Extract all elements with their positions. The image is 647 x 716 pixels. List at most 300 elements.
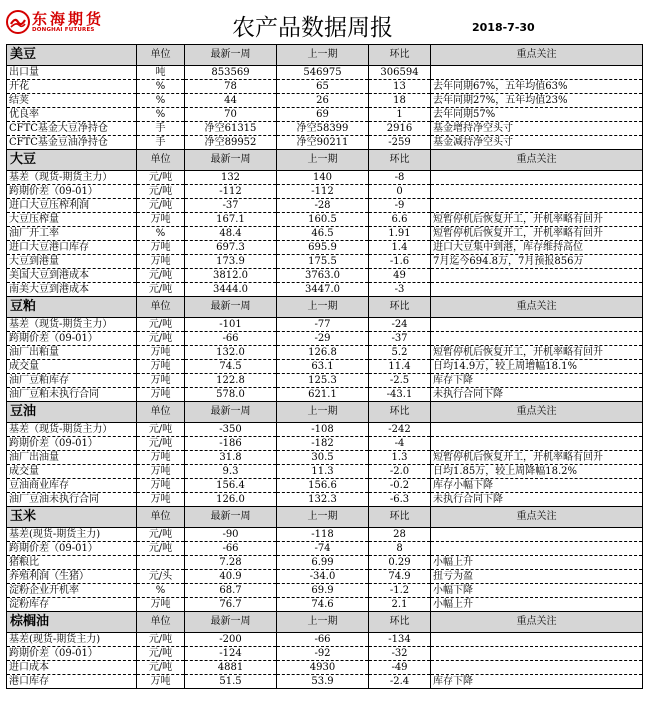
section-title: 美豆 bbox=[7, 45, 137, 66]
latest-week-cell: 9.3 bbox=[185, 465, 277, 479]
change-cell: -4 bbox=[369, 437, 431, 451]
previous-period-cell: -28 bbox=[277, 199, 369, 213]
change-cell: 5.2 bbox=[369, 346, 431, 360]
row-label: 大豆压榨量 bbox=[7, 213, 137, 227]
table-row bbox=[7, 633, 643, 647]
change-cell: -134 bbox=[369, 633, 431, 647]
row-label: 淀粉企业开机率 bbox=[7, 584, 137, 598]
unit-cell: 元/吨 bbox=[137, 269, 185, 283]
previous-period-cell: -77 bbox=[277, 318, 369, 332]
column-header: 单位 bbox=[137, 507, 185, 528]
table-row bbox=[7, 374, 643, 388]
previous-period-cell: 69 bbox=[277, 108, 369, 122]
latest-week-cell: 51.5 bbox=[185, 675, 277, 689]
previous-period-cell: 46.5 bbox=[277, 227, 369, 241]
note-cell: 未执行合同下降 bbox=[431, 388, 643, 402]
note-cell bbox=[431, 199, 643, 213]
change-cell: -1.2 bbox=[369, 584, 431, 598]
note-cell: 基金增持净空头寸 bbox=[431, 122, 643, 136]
unit-cell: % bbox=[137, 108, 185, 122]
table-row bbox=[7, 283, 643, 297]
column-header: 上一期 bbox=[277, 612, 369, 633]
latest-week-cell: 44 bbox=[185, 94, 277, 108]
unit-cell: 万吨 bbox=[137, 465, 185, 479]
row-label: 油厂开工率 bbox=[7, 227, 137, 241]
note-cell bbox=[431, 318, 643, 332]
latest-week-cell: 3444.0 bbox=[185, 283, 277, 297]
row-label: 大豆到港量 bbox=[7, 255, 137, 269]
column-header: 环比 bbox=[369, 150, 431, 171]
latest-week-cell: 156.4 bbox=[185, 479, 277, 493]
row-label: 基差(现货-期货主力) bbox=[7, 528, 137, 542]
unit-cell: 元/吨 bbox=[137, 661, 185, 675]
row-label: 南美大豆到港成本 bbox=[7, 283, 137, 297]
latest-week-cell: 132 bbox=[185, 171, 277, 185]
note-cell: 小幅上升 bbox=[431, 598, 643, 612]
note-cell bbox=[431, 633, 643, 647]
column-header: 单位 bbox=[137, 150, 185, 171]
row-label: 进口大豆压榨利润 bbox=[7, 199, 137, 213]
unit-cell: 元/吨 bbox=[137, 332, 185, 346]
column-header: 上一期 bbox=[277, 507, 369, 528]
column-header: 单位 bbox=[137, 297, 185, 318]
row-label: 成交量 bbox=[7, 465, 137, 479]
unit-cell bbox=[137, 556, 185, 570]
column-header: 上一期 bbox=[277, 45, 369, 66]
section-header-row bbox=[7, 612, 643, 633]
change-cell: -2.5 bbox=[369, 374, 431, 388]
latest-week-cell: 132.0 bbox=[185, 346, 277, 360]
latest-week-cell: 3812.0 bbox=[185, 269, 277, 283]
change-cell: 0 bbox=[369, 185, 431, 199]
row-label: 跨期价差（09-01） bbox=[7, 647, 137, 661]
note-cell bbox=[431, 269, 643, 283]
unit-cell: 万吨 bbox=[137, 598, 185, 612]
section-header-row bbox=[7, 45, 643, 66]
table-row bbox=[7, 451, 643, 465]
previous-period-cell: -108 bbox=[277, 423, 369, 437]
note-cell: 去年同期27%，五年均值23% bbox=[431, 94, 643, 108]
latest-week-cell: 173.9 bbox=[185, 255, 277, 269]
row-label: 油厂豆粕未执行合同 bbox=[7, 388, 137, 402]
table-row bbox=[7, 199, 643, 213]
latest-week-cell: 70 bbox=[185, 108, 277, 122]
table-row bbox=[7, 269, 643, 283]
change-cell: -242 bbox=[369, 423, 431, 437]
previous-period-cell: 140 bbox=[277, 171, 369, 185]
unit-cell: 万吨 bbox=[137, 360, 185, 374]
unit-cell: 元/吨 bbox=[137, 199, 185, 213]
table-row bbox=[7, 528, 643, 542]
row-label: 油厂出油量 bbox=[7, 451, 137, 465]
column-header: 重点关注 bbox=[431, 297, 643, 318]
row-label: 淀粉库存 bbox=[7, 598, 137, 612]
table-row bbox=[7, 318, 643, 332]
latest-week-cell: 126.0 bbox=[185, 493, 277, 507]
column-header: 最新一周 bbox=[185, 150, 277, 171]
column-header: 单位 bbox=[137, 45, 185, 66]
column-header: 上一期 bbox=[277, 402, 369, 423]
column-header: 单位 bbox=[137, 612, 185, 633]
note-cell: 短暂停机后恢复开工，开机率略有回升 bbox=[431, 213, 643, 227]
previous-period-cell: -74 bbox=[277, 542, 369, 556]
change-cell: 11.4 bbox=[369, 360, 431, 374]
column-header: 环比 bbox=[369, 45, 431, 66]
unit-cell: 元/吨 bbox=[137, 647, 185, 661]
unit-cell: % bbox=[137, 584, 185, 598]
row-label: 养殖利润（生猪） bbox=[7, 570, 137, 584]
previous-period-cell: -34.0 bbox=[277, 570, 369, 584]
note-cell bbox=[431, 283, 643, 297]
row-label: CFTC基金豆油净持仓 bbox=[7, 136, 137, 150]
table-row bbox=[7, 465, 643, 479]
previous-period-cell: 126.8 bbox=[277, 346, 369, 360]
note-cell: 去年同期67%，五年均值63% bbox=[431, 80, 643, 94]
table-row bbox=[7, 213, 643, 227]
section-title: 玉米 bbox=[7, 507, 137, 528]
previous-period-cell: -118 bbox=[277, 528, 369, 542]
change-cell: -0.2 bbox=[369, 479, 431, 493]
latest-week-cell: 68.7 bbox=[185, 584, 277, 598]
column-header: 最新一周 bbox=[185, 402, 277, 423]
change-cell: -24 bbox=[369, 318, 431, 332]
table-row bbox=[7, 570, 643, 584]
note-cell: 去年同期57% bbox=[431, 108, 643, 122]
latest-week-cell: 40.9 bbox=[185, 570, 277, 584]
unit-cell: 手 bbox=[137, 122, 185, 136]
note-cell: 小幅下降 bbox=[431, 584, 643, 598]
latest-week-cell: -200 bbox=[185, 633, 277, 647]
table-row bbox=[7, 255, 643, 269]
column-header: 上一期 bbox=[277, 150, 369, 171]
unit-cell: 元/吨 bbox=[137, 171, 185, 185]
previous-period-cell: 3763.0 bbox=[277, 269, 369, 283]
note-cell: 库存小幅下降 bbox=[431, 479, 643, 493]
latest-week-cell: -90 bbox=[185, 528, 277, 542]
previous-period-cell: 695.9 bbox=[277, 241, 369, 255]
unit-cell: 万吨 bbox=[137, 374, 185, 388]
unit-cell: % bbox=[137, 227, 185, 241]
previous-period-cell: 11.3 bbox=[277, 465, 369, 479]
change-cell: 18 bbox=[369, 94, 431, 108]
note-cell bbox=[431, 185, 643, 199]
table-row bbox=[7, 80, 643, 94]
unit-cell: 元/吨 bbox=[137, 185, 185, 199]
change-cell: -9 bbox=[369, 199, 431, 213]
latest-week-cell: -66 bbox=[185, 542, 277, 556]
section-header-row bbox=[7, 297, 643, 318]
latest-week-cell: -350 bbox=[185, 423, 277, 437]
unit-cell: 元/吨 bbox=[137, 437, 185, 451]
table-row bbox=[7, 241, 643, 255]
table-row bbox=[7, 542, 643, 556]
row-label: 结荚 bbox=[7, 94, 137, 108]
note-cell bbox=[431, 332, 643, 346]
column-header: 最新一周 bbox=[185, 45, 277, 66]
previous-period-cell: -112 bbox=[277, 185, 369, 199]
note-cell: 短暂停机后恢复开工，开机率略有回升 bbox=[431, 227, 643, 241]
note-cell: 7月迄今694.8万，7月预报856万 bbox=[431, 255, 643, 269]
column-header: 最新一周 bbox=[185, 297, 277, 318]
unit-cell: 元/吨 bbox=[137, 283, 185, 297]
table-row bbox=[7, 171, 643, 185]
change-cell: -1.6 bbox=[369, 255, 431, 269]
note-cell: 短暂停机后恢复开工，开机率略有回升 bbox=[431, 346, 643, 360]
unit-cell: 万吨 bbox=[137, 388, 185, 402]
table-row bbox=[7, 598, 643, 612]
table-row bbox=[7, 94, 643, 108]
latest-week-cell: 853569 bbox=[185, 66, 277, 80]
change-cell: -37 bbox=[369, 332, 431, 346]
table-row bbox=[7, 346, 643, 360]
latest-week-cell: 净空61315 bbox=[185, 122, 277, 136]
column-header: 环比 bbox=[369, 507, 431, 528]
table-row bbox=[7, 66, 643, 80]
change-cell: 28 bbox=[369, 528, 431, 542]
previous-period-cell: 3447.0 bbox=[277, 283, 369, 297]
logo-chinese-name: 东海期货 bbox=[32, 10, 105, 28]
previous-period-cell: 69.9 bbox=[277, 584, 369, 598]
column-header: 重点关注 bbox=[431, 402, 643, 423]
row-label: 跨期价差（09-01） bbox=[7, 332, 137, 346]
change-cell: 8 bbox=[369, 542, 431, 556]
unit-cell: 万吨 bbox=[137, 255, 185, 269]
row-label: 跨期价差（09-01） bbox=[7, 437, 137, 451]
change-cell: 2.1 bbox=[369, 598, 431, 612]
row-label: 豆油商业库存 bbox=[7, 479, 137, 493]
row-label: 开花 bbox=[7, 80, 137, 94]
section-header-row bbox=[7, 150, 643, 171]
latest-week-cell: 7.28 bbox=[185, 556, 277, 570]
column-header: 重点关注 bbox=[431, 507, 643, 528]
latest-week-cell: 76.7 bbox=[185, 598, 277, 612]
unit-cell: 万吨 bbox=[137, 451, 185, 465]
column-header: 环比 bbox=[369, 402, 431, 423]
note-cell: 基金减持净空头寸 bbox=[431, 136, 643, 150]
latest-week-cell: -101 bbox=[185, 318, 277, 332]
table-row bbox=[7, 185, 643, 199]
note-cell: 日均14.9万，较上周增幅18.1% bbox=[431, 360, 643, 374]
unit-cell: 万吨 bbox=[137, 241, 185, 255]
change-cell: -32 bbox=[369, 647, 431, 661]
previous-period-cell: 175.5 bbox=[277, 255, 369, 269]
latest-week-cell: 167.1 bbox=[185, 213, 277, 227]
previous-period-cell: -66 bbox=[277, 633, 369, 647]
latest-week-cell: 净空89952 bbox=[185, 136, 277, 150]
row-label: 油厂出粕量 bbox=[7, 346, 137, 360]
change-cell: -8 bbox=[369, 171, 431, 185]
change-cell: -2.0 bbox=[369, 465, 431, 479]
change-cell: 306594 bbox=[369, 66, 431, 80]
table-row bbox=[7, 479, 643, 493]
note-cell bbox=[431, 66, 643, 80]
latest-week-cell: 578.0 bbox=[185, 388, 277, 402]
note-cell bbox=[431, 647, 643, 661]
latest-week-cell: 697.3 bbox=[185, 241, 277, 255]
unit-cell: 万吨 bbox=[137, 675, 185, 689]
table-row bbox=[7, 423, 643, 437]
row-label: 出口量 bbox=[7, 66, 137, 80]
note-cell: 库存下降 bbox=[431, 675, 643, 689]
previous-period-cell: 4930 bbox=[277, 661, 369, 675]
latest-week-cell: -37 bbox=[185, 199, 277, 213]
section-header-row bbox=[7, 507, 643, 528]
change-cell: -259 bbox=[369, 136, 431, 150]
change-cell: 13 bbox=[369, 80, 431, 94]
previous-period-cell: 546975 bbox=[277, 66, 369, 80]
column-header: 环比 bbox=[369, 297, 431, 318]
unit-cell: 元/头 bbox=[137, 570, 185, 584]
previous-period-cell: 净空90211 bbox=[277, 136, 369, 150]
table-row bbox=[7, 360, 643, 374]
table-row bbox=[7, 675, 643, 689]
section-title: 豆粕 bbox=[7, 297, 137, 318]
change-cell: 49 bbox=[369, 269, 431, 283]
change-cell: -2.4 bbox=[369, 675, 431, 689]
row-label: 油厂豆油未执行合同 bbox=[7, 493, 137, 507]
change-cell: -6.3 bbox=[369, 493, 431, 507]
latest-week-cell: 78 bbox=[185, 80, 277, 94]
note-cell bbox=[431, 437, 643, 451]
previous-period-cell: -29 bbox=[277, 332, 369, 346]
row-label: 跨期价差（09-01） bbox=[7, 542, 137, 556]
data-table bbox=[6, 44, 643, 689]
latest-week-cell: -186 bbox=[185, 437, 277, 451]
column-header: 上一期 bbox=[277, 297, 369, 318]
row-label: CFTC基金大豆净持仓 bbox=[7, 122, 137, 136]
donghai-logo-icon bbox=[6, 10, 30, 34]
previous-period-cell: 132.3 bbox=[277, 493, 369, 507]
row-label: 基差(现货-期货主力) bbox=[7, 633, 137, 647]
previous-period-cell: 26 bbox=[277, 94, 369, 108]
note-cell bbox=[431, 171, 643, 185]
unit-cell: 万吨 bbox=[137, 479, 185, 493]
previous-period-cell: 160.5 bbox=[277, 213, 369, 227]
change-cell: 1.91 bbox=[369, 227, 431, 241]
latest-week-cell: -66 bbox=[185, 332, 277, 346]
row-label: 港口库存 bbox=[7, 675, 137, 689]
column-header: 重点关注 bbox=[431, 45, 643, 66]
table-row bbox=[7, 136, 643, 150]
row-label: 进口大豆港口库存 bbox=[7, 241, 137, 255]
unit-cell: 万吨 bbox=[137, 493, 185, 507]
row-label: 基差（现货-期货主力） bbox=[7, 171, 137, 185]
column-header: 重点关注 bbox=[431, 612, 643, 633]
previous-period-cell: 621.1 bbox=[277, 388, 369, 402]
column-header: 环比 bbox=[369, 612, 431, 633]
note-cell: 进口大豆集中到港，库存维持高位 bbox=[431, 241, 643, 255]
note-cell: 日均1.85万，较上周降幅18.2% bbox=[431, 465, 643, 479]
unit-cell: 元/吨 bbox=[137, 528, 185, 542]
row-label: 成交量 bbox=[7, 360, 137, 374]
report-date: 2018-7-30 bbox=[472, 21, 535, 34]
row-label: 进口成本 bbox=[7, 661, 137, 675]
section-title: 豆油 bbox=[7, 402, 137, 423]
latest-week-cell: 48.4 bbox=[185, 227, 277, 241]
note-cell bbox=[431, 528, 643, 542]
change-cell: 1.4 bbox=[369, 241, 431, 255]
unit-cell: 元/吨 bbox=[137, 318, 185, 332]
previous-period-cell: -92 bbox=[277, 647, 369, 661]
change-cell: 6.6 bbox=[369, 213, 431, 227]
table-row bbox=[7, 332, 643, 346]
note-cell bbox=[431, 423, 643, 437]
note-cell: 小幅上升 bbox=[431, 556, 643, 570]
latest-week-cell: 31.8 bbox=[185, 451, 277, 465]
note-cell: 短暂停机后恢复开工，开机率略有回升 bbox=[431, 451, 643, 465]
row-label: 优良率 bbox=[7, 108, 137, 122]
report-title: 农产品数据周报 bbox=[232, 15, 393, 41]
section-header-row bbox=[7, 402, 643, 423]
table-row bbox=[7, 108, 643, 122]
column-header: 重点关注 bbox=[431, 150, 643, 171]
row-label: 油厂豆粕库存 bbox=[7, 374, 137, 388]
column-header: 最新一周 bbox=[185, 507, 277, 528]
data-table-body bbox=[7, 45, 643, 689]
change-cell: -49 bbox=[369, 661, 431, 675]
unit-cell: 万吨 bbox=[137, 346, 185, 360]
unit-cell: 元/吨 bbox=[137, 633, 185, 647]
report-header bbox=[0, 0, 647, 44]
previous-period-cell: 65 bbox=[277, 80, 369, 94]
previous-period-cell: 53.9 bbox=[277, 675, 369, 689]
change-cell: 2916 bbox=[369, 122, 431, 136]
column-header: 最新一周 bbox=[185, 612, 277, 633]
latest-week-cell: -112 bbox=[185, 185, 277, 199]
table-row bbox=[7, 493, 643, 507]
unit-cell: 万吨 bbox=[137, 213, 185, 227]
row-label: 美国大豆到港成本 bbox=[7, 269, 137, 283]
row-label: 基差（现货-期货主力） bbox=[7, 423, 137, 437]
weekly-data-table bbox=[6, 44, 642, 689]
table-row bbox=[7, 556, 643, 570]
change-cell: 1.3 bbox=[369, 451, 431, 465]
unit-cell: 吨 bbox=[137, 66, 185, 80]
previous-period-cell: 净空58399 bbox=[277, 122, 369, 136]
table-row bbox=[7, 122, 643, 136]
previous-period-cell: 30.5 bbox=[277, 451, 369, 465]
section-title: 大豆 bbox=[7, 150, 137, 171]
note-cell: 库存下降 bbox=[431, 374, 643, 388]
unit-cell: % bbox=[137, 80, 185, 94]
change-cell: -3 bbox=[369, 283, 431, 297]
table-row bbox=[7, 661, 643, 675]
unit-cell: 元/吨 bbox=[137, 542, 185, 556]
table-row bbox=[7, 227, 643, 241]
unit-cell: 元/吨 bbox=[137, 423, 185, 437]
column-header: 单位 bbox=[137, 402, 185, 423]
table-row bbox=[7, 584, 643, 598]
table-row bbox=[7, 437, 643, 451]
previous-period-cell: 6.99 bbox=[277, 556, 369, 570]
note-cell: 扭亏为盈 bbox=[431, 570, 643, 584]
company-logo bbox=[6, 8, 105, 38]
latest-week-cell: -124 bbox=[185, 647, 277, 661]
previous-period-cell: 74.6 bbox=[277, 598, 369, 612]
change-cell: 0.29 bbox=[369, 556, 431, 570]
row-label: 基差（现货-期货主力） bbox=[7, 318, 137, 332]
table-row bbox=[7, 647, 643, 661]
previous-period-cell: 63.1 bbox=[277, 360, 369, 374]
previous-period-cell: -182 bbox=[277, 437, 369, 451]
latest-week-cell: 122.8 bbox=[185, 374, 277, 388]
note-cell: 未执行合同下降 bbox=[431, 493, 643, 507]
row-label: 猪粮比 bbox=[7, 556, 137, 570]
note-cell bbox=[431, 661, 643, 675]
change-cell: 74.9 bbox=[369, 570, 431, 584]
unit-cell: % bbox=[137, 94, 185, 108]
logo-english-name: DONGHAI FUTURES bbox=[32, 27, 95, 33]
